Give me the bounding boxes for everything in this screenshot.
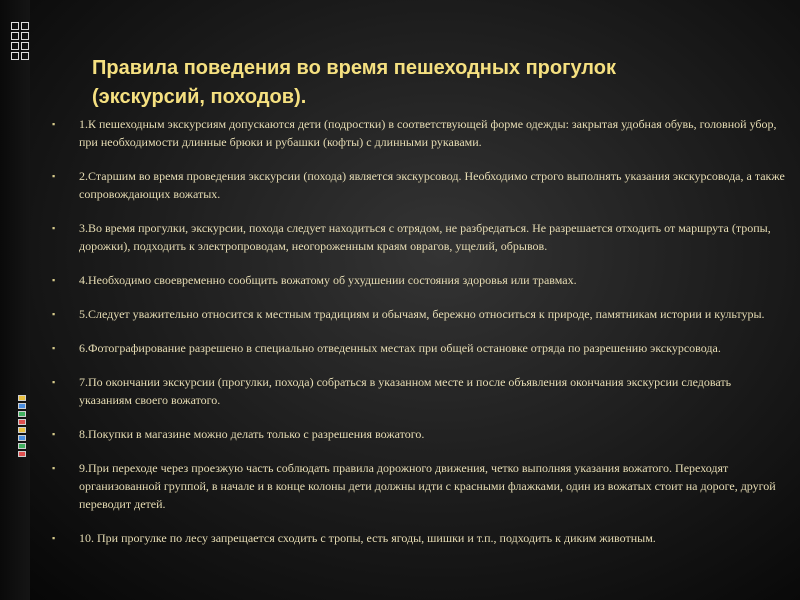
rule-item-4 [47, 271, 785, 289]
slide-title-line-1: Правила поведения во время пешеходных прогулок [92, 57, 616, 79]
rule-text: 2.Старшим во время проведения экскурсии (похода) является экскурсовод. Необходимо строго выполнять указания экскурсовода, а также сопровождающих вожатых. [79, 169, 785, 201]
bullet-icon: ▪ [52, 429, 56, 439]
rule-item-6 [47, 339, 785, 357]
rule-item-3 [47, 219, 785, 255]
side-decoration-bar [0, 0, 30, 600]
rule-item-5 [47, 305, 785, 323]
bullet-icon: ▪ [52, 275, 56, 285]
rule-text: 5.Следует уважительно относится к местным традициям и обычаям, бережно относиться к природе, памятникам истории и культуры. [79, 307, 765, 321]
bullet-icon: ▪ [52, 119, 56, 129]
rules-list [47, 115, 785, 547]
rule-item-7 [47, 373, 785, 409]
bullet-icon: ▪ [52, 463, 56, 473]
rule-text: 3.Во время прогулки, экскурсии, похода следует находиться с отрядом, не разбредаться. Не разрешается отходить от маршрута (тропы, дорожки), подходить к электропроводам, неогороженным краям оврагов, ущелий, обрывов. [79, 221, 771, 253]
rule-text: 4.Необходимо своевременно сообщить вожатому об ухудшении состояния здоровья или травмах. [79, 273, 577, 287]
slide-title [92, 54, 772, 112]
rule-text: 9.При переходе через проезжую часть соблюдать правила дорожного движения, четко выполняя указания вожатого. Переходят организованной группой, в начале и в конце колоны дети должны идти с красными флажками, один из вожатых стоит на дороге, другой переводит детей. [79, 461, 776, 511]
rule-item-8 [47, 425, 785, 443]
bullet-icon: ▪ [52, 171, 56, 181]
rule-item-9 [47, 459, 785, 513]
rule-item-1 [47, 115, 785, 151]
rule-text: 8.Покупки в магазине можно делать только с разрешения вожатого. [79, 427, 425, 441]
grid-ornament-icon [11, 22, 71, 82]
rule-text: 6.Фотографирование разрешено в специально отведенных местах при общей остановке отряда по разрешению экскурсовода. [79, 341, 721, 355]
bullet-icon: ▪ [52, 533, 56, 543]
rule-item-10 [47, 529, 785, 547]
bullet-icon: ▪ [52, 377, 56, 387]
bullet-icon: ▪ [52, 343, 56, 353]
slide-title-line-2: (экскурсий, походов). [92, 86, 307, 108]
rule-text: 1.К пешеходным экскурсиям допускаются дети (подростки) в соответствующей форме одежды: закрытая удобная обувь, головной убор, при необходимости длинные брюки и рубашки (кофты) с длинными рукавами. [79, 117, 777, 149]
color-squares-ornament-icon [18, 395, 26, 459]
bullet-icon: ▪ [52, 309, 56, 319]
rule-text: 7.По окончании экскурсии (прогулки, похода) собраться в указанном месте и после объявления окончания экскурсии следовать указаниям своего вожатого. [79, 375, 732, 407]
rule-item-2 [47, 167, 785, 203]
bullet-icon: ▪ [52, 223, 56, 233]
rule-text: 10. При прогулке по лесу запрещается сходить с тропы, есть ягоды, шишки и т.п., подходить к диким животным. [79, 531, 656, 545]
